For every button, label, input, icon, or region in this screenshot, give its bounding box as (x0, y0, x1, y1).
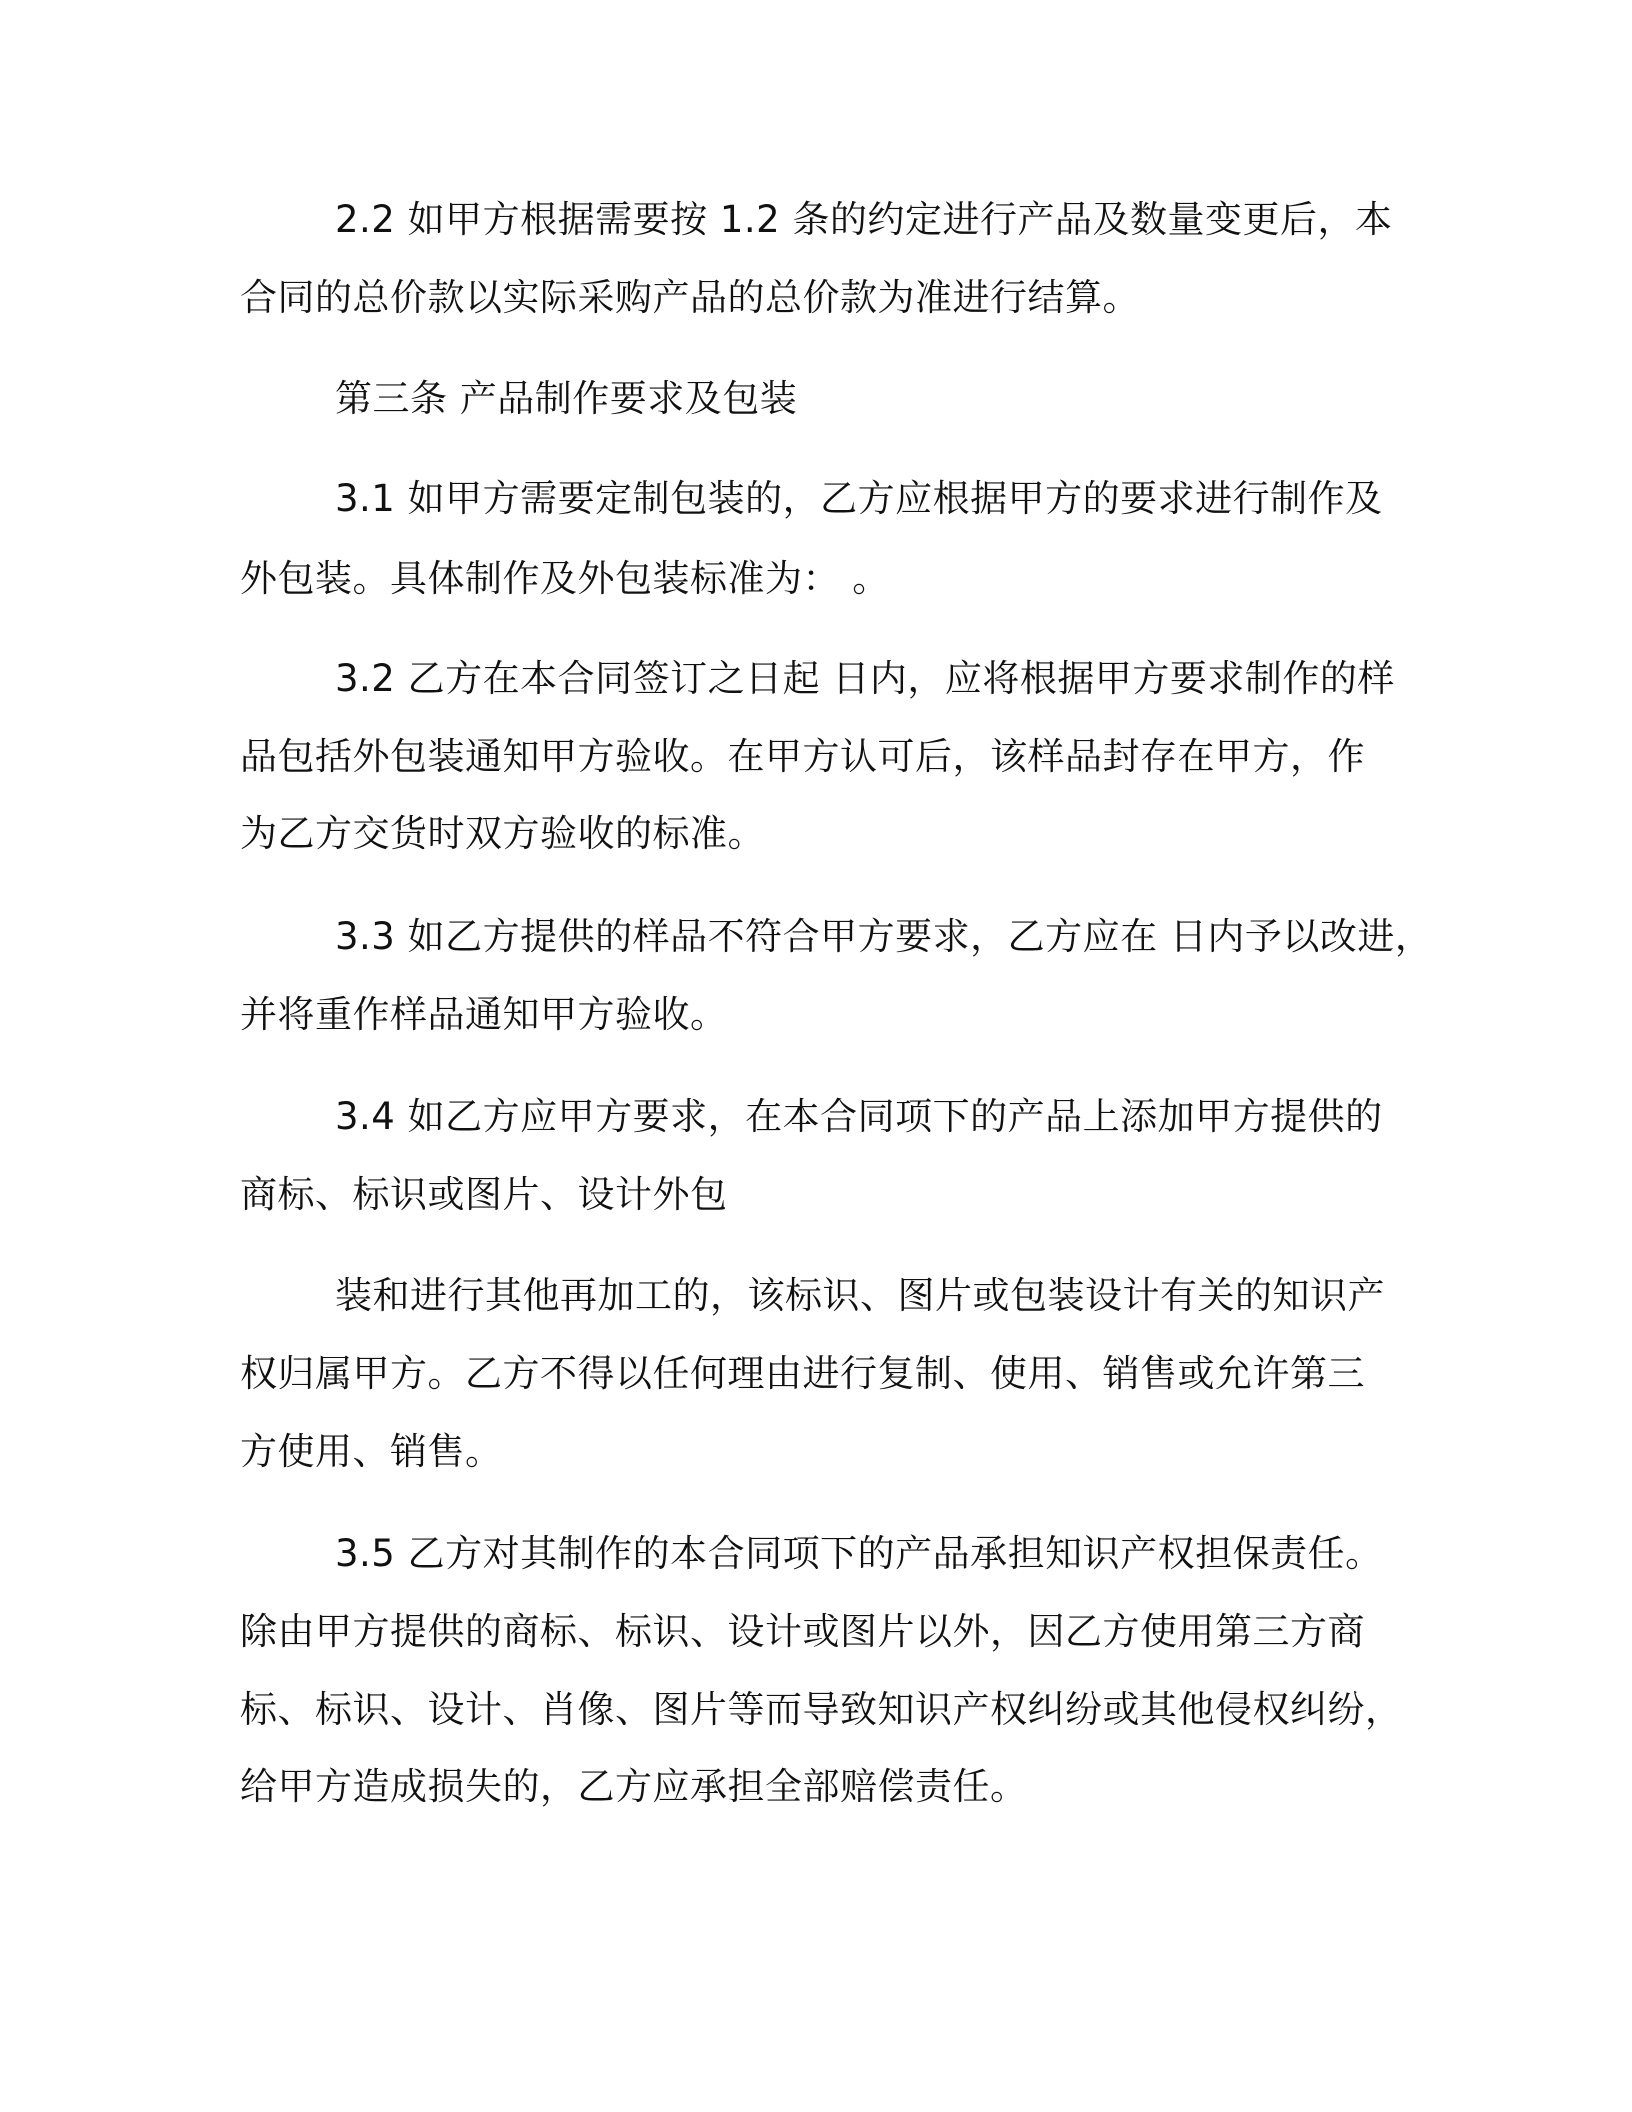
paragraph-3-2-line-2: 品包括外包装通知甲方验收。在甲方认可后，该样品封存在甲方，作 (240, 735, 1365, 778)
paragraph-3-5-line-1: 3.5 乙方对其制作的本合同项下的产品承担知识产权担保责任。 (335, 1532, 1383, 1575)
paragraph-3-2-line-1: 3.2 乙方在本合同签订之日起 日内，应将根据甲方要求制作的样 (335, 657, 1395, 700)
paragraph-3-5-line-3: 标、标识、设计、肖像、图片等而导致知识产权纠纷或其他侵权纠纷， (240, 1688, 1403, 1731)
paragraph-3-4-continued-line-1: 装和进行其他再加工的，该标识、图片或包装设计有关的知识产 (335, 1274, 1385, 1317)
paragraph-3-4-continued-line-3: 方使用、销售。 (240, 1430, 503, 1473)
paragraph-3-4-continued-line-2: 权归属甲方。乙方不得以任何理由进行复制、使用、销售或允许第三 (240, 1352, 1365, 1395)
paragraph-2-2-line-1: 2.2 如甲方根据需要按 1.2 条的约定进行产品及数量变更后，本 (335, 198, 1393, 241)
paragraph-3-1-line-1: 3.1 如甲方需要定制包装的，乙方应根据甲方的要求进行制作及 (335, 477, 1383, 520)
paragraph-2-2-line-2: 合同的总价款以实际采购产品的总价款为准进行结算。 (240, 276, 1140, 319)
paragraph-3-5-line-4: 给甲方造成损失的，乙方应承担全部赔偿责任。 (240, 1765, 1028, 1808)
section-three-heading: 第三条 产品制作要求及包装 (335, 377, 798, 420)
paragraph-3-4-line-2: 商标、标识或图片、设计外包 (240, 1173, 728, 1216)
paragraph-3-1-line-2: 外包装。具体制作及外包装标准为： 。 (240, 557, 890, 600)
paragraph-3-2-line-3: 为乙方交货时双方验收的标准。 (240, 812, 765, 855)
paragraph-3-5-line-2: 除由甲方提供的商标、标识、设计或图片以外，因乙方使用第三方商 (240, 1610, 1365, 1653)
paragraph-3-3-line-2: 并将重作样品通知甲方验收。 (240, 993, 728, 1036)
paragraph-3-4-line-1: 3.4 如乙方应甲方要求，在本合同项下的产品上添加甲方提供的 (335, 1095, 1383, 1138)
paragraph-3-3-line-1: 3.3 如乙方提供的样品不符合甲方要求，乙方应在 日内予以改进， (335, 915, 1433, 958)
